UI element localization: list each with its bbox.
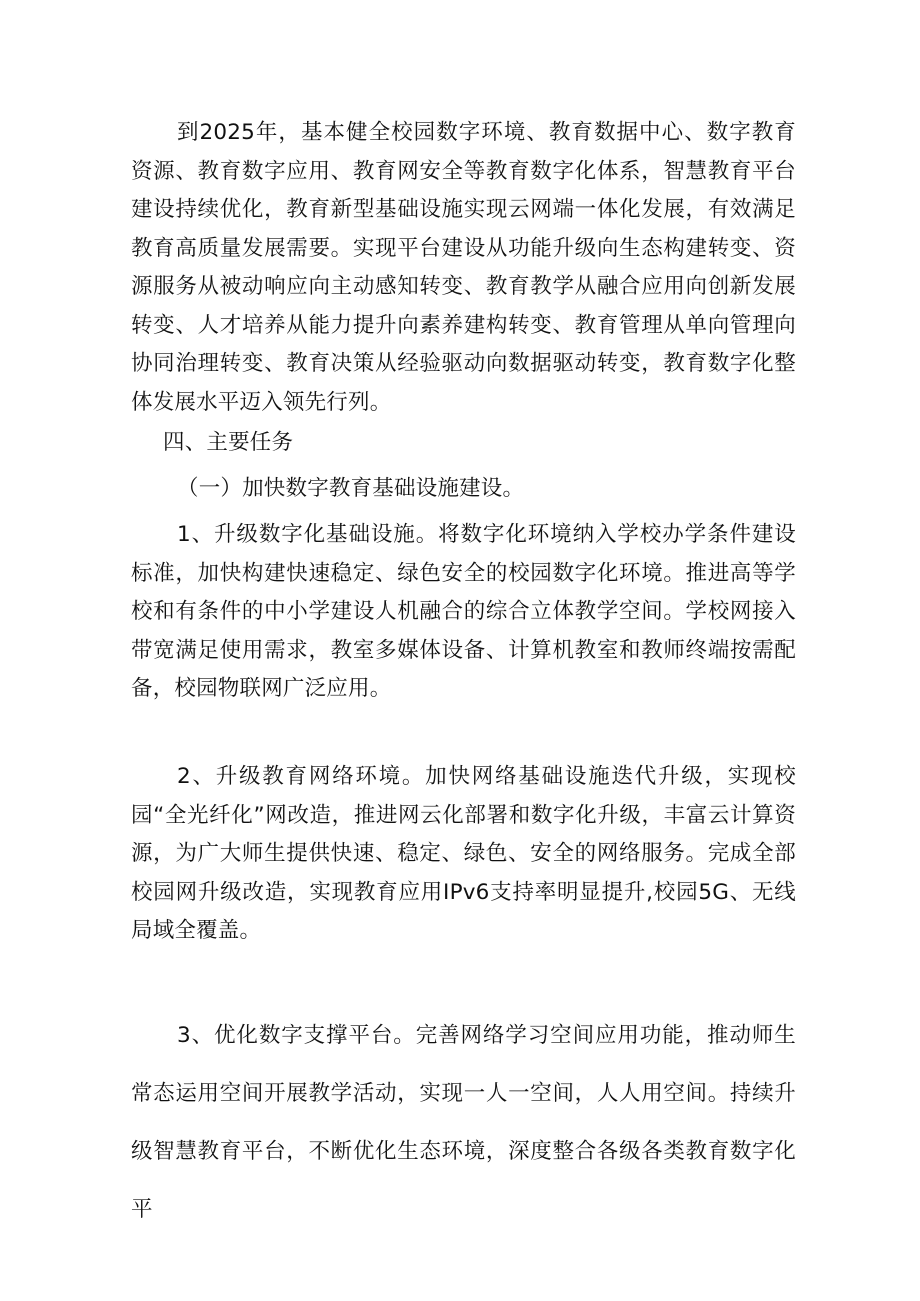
task-item-2: 2、升级教育网络环境。加快网络基础设施迭代升级，实现校园“全光纤化”网改造，推进网云化部署和数字化升级，丰富云计算资源，为广大师生提供快速、稳定、绿色、安全的网络服务。完成全部校园网升级改造，实现教育应用IPv6支持率明显提升,校园5G、无线局域全覆盖。 [131,764,796,943]
task-item-3: 3、优化数字支撑平台。完善网络学习空间应用功能，推动师生常态运用空间开展教学活动，实现一人一空间，人人用空间。持续升级智慧教育平台，不断优化生态环境，深度整合各级各类教育数字化平 [131,1023,796,1222]
section-heading: 四、主要任务 [163,430,294,455]
task-item-1: 1、升级数字化基础设施。将数字化环境纳入学校办学条件建设标准，加快构建快速稳定、绿色安全的校园数字化环境。推进高等学校和有条件的中小学建设人机融合的综合立体教学空间。学校网接入带宽满足使用需求，教室多媒体设备、计算机教室和教师终端按需配备，校园物联网广泛应用。 [131,522,796,701]
intro-paragraph: 到2025年，基本健全校园数字环境、教育数据中心、数字教育资源、教育数字应用、教育网安全等教育数字化体系，智慧教育平台建设持续优化，教育新型基础设施实现云网端一体化发展，有效满足教育高质量发展需要。实现平台建设从功能升级向生态构建转变、资源服务从被动响应向主动感知转变、教育教学从融合应用向创新发展转变、人才培养从能力提升向素养建构转变、教育管理从单向管理向协同治理转变、教育决策从经验驱动向数据驱动转变，教育数字化整体发展水平迈入领先行列。 [131,120,796,415]
subsection-heading: （一）加快数字教育基础设施建设。 [177,476,525,501]
